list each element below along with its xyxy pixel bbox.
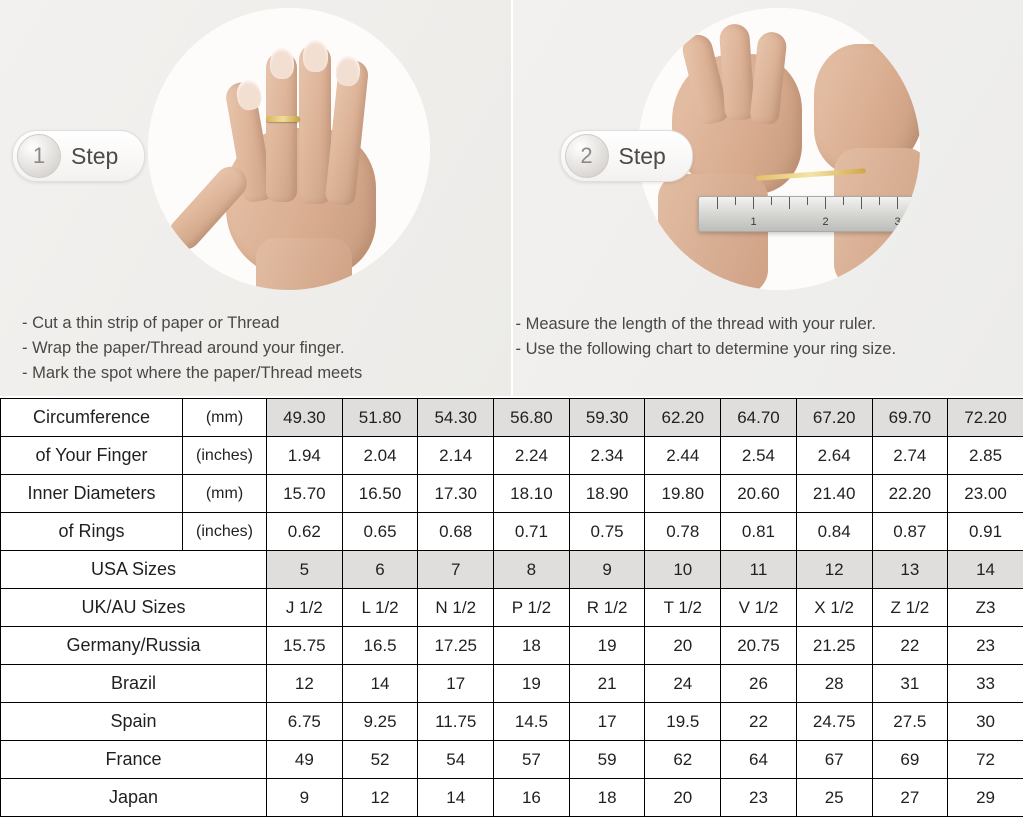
table-cell: 0.71 [494,513,570,551]
table-cell: Z3 [948,589,1023,627]
table-cell: 17 [569,703,645,741]
table-cell: 30 [948,703,1023,741]
row-label: UK/AU Sizes [1,589,267,627]
table-cell: 54.30 [418,399,494,437]
table-cell: 0.68 [418,513,494,551]
step-1-badge [12,130,145,182]
table-cell: 23.00 [948,475,1023,513]
table-cell: 16 [494,779,570,817]
table-cell: 2.64 [796,437,872,475]
table-cell: 14 [342,665,418,703]
table-cell: 19 [494,665,570,703]
table-cell: 14 [948,551,1023,589]
table-cell: 14 [418,779,494,817]
table-row [1,551,1023,589]
ruler-icon [698,196,920,232]
table-cell: 10 [645,551,721,589]
table-cell: 23 [721,779,797,817]
step-panel-1 [0,0,513,396]
table-cell: L 1/2 [342,589,418,627]
table-cell: 59 [569,741,645,779]
step-2-bullet-1: - Measure the length of the thread with your ruler. [515,315,876,333]
table-cell: 6.75 [267,703,343,741]
row-label: of Your Finger [1,437,183,475]
table-cell: 15.75 [267,627,343,665]
table-cell: 2.24 [494,437,570,475]
table-cell: 2.44 [645,437,721,475]
table-cell: N 1/2 [418,589,494,627]
table-row [1,399,1023,437]
table-cell: 16.5 [342,627,418,665]
table-cell: 49.30 [267,399,343,437]
table-row [1,627,1023,665]
ring-on-finger-icon [266,116,300,122]
table-cell: 62 [645,741,721,779]
step-2-instructions [516,312,897,362]
table-cell: 64.70 [721,399,797,437]
table-cell: P 1/2 [494,589,570,627]
table-row [1,475,1023,513]
table-cell: 0.62 [267,513,343,551]
table-cell: 72 [948,741,1023,779]
table-cell: 72.20 [948,399,1023,437]
table-cell: 22.20 [872,475,948,513]
size-chart-section [0,398,1023,817]
table-cell: 20 [645,779,721,817]
table-cell: 18 [494,627,570,665]
table-cell: 24.75 [796,703,872,741]
table-row [1,513,1023,551]
ruler-mark-1: 1 [750,216,757,228]
table-cell: 21 [569,665,645,703]
table-cell: 14.5 [494,703,570,741]
table-row [1,437,1023,475]
table-cell: 2.85 [948,437,1023,475]
table-cell: 5 [267,551,343,589]
table-cell: 13 [872,551,948,589]
table-cell: 0.87 [872,513,948,551]
table-cell: 0.81 [721,513,797,551]
ruler-mark-3: 3 [894,216,901,228]
table-cell: 20.75 [721,627,797,665]
table-cell: 1.94 [267,437,343,475]
table-row [1,703,1023,741]
row-label: Circumference [1,399,183,437]
row-label: Inner Diameters [1,475,183,513]
table-cell: 9 [267,779,343,817]
table-cell: 49 [267,741,343,779]
step-1-instructions [22,311,362,386]
table-cell: Z 1/2 [872,589,948,627]
step-2-bullet-2: - Use the following chart to determine your ring size. [515,340,897,358]
table-cell: 26 [721,665,797,703]
table-cell: 0.84 [796,513,872,551]
table-cell: 22 [721,703,797,741]
step-2-label: Step [618,142,666,169]
row-label: Spain [1,703,267,741]
table-cell: 20 [645,627,721,665]
table-cell: 33 [948,665,1023,703]
table-cell: 31 [872,665,948,703]
row-label: Brazil [1,665,267,703]
step-1-bullet-3: - Mark the spot where the paper/Thread meets [22,364,363,382]
row-label: Japan [1,779,267,817]
table-cell: 57 [494,741,570,779]
table-cell: 67 [796,741,872,779]
row-label: of Rings [1,513,183,551]
ring-size-table [0,398,1023,817]
table-cell: 51.80 [342,399,418,437]
table-row [1,589,1023,627]
table-cell: 54 [418,741,494,779]
row-unit: (mm) [183,399,267,437]
table-cell: 69.70 [872,399,948,437]
table-cell: 24 [645,665,721,703]
table-cell: 69 [872,741,948,779]
table-cell: 0.65 [342,513,418,551]
row-label: USA Sizes [1,551,267,589]
step-1-bullet-1: - Cut a thin strip of paper or Thread [22,314,280,332]
hand-illustration-icon [148,8,430,290]
table-cell: 22 [872,627,948,665]
table-cell: 20.60 [721,475,797,513]
table-cell: X 1/2 [796,589,872,627]
table-cell: 15.70 [267,475,343,513]
table-cell: 19.5 [645,703,721,741]
table-cell: 52 [342,741,418,779]
table-cell: 16.50 [342,475,418,513]
table-cell: J 1/2 [267,589,343,627]
table-cell: 64 [721,741,797,779]
table-cell: 19 [569,627,645,665]
table-cell: 2.14 [418,437,494,475]
table-cell: 25 [796,779,872,817]
table-cell: R 1/2 [569,589,645,627]
step-panel-2 [513,0,1023,396]
ruler-mark-2: 2 [822,216,829,228]
table-cell: 6 [342,551,418,589]
table-cell: 29 [948,779,1023,817]
table-cell: 27 [872,779,948,817]
table-cell: 18.10 [494,475,570,513]
table-row [1,665,1023,703]
table-cell: 56.80 [494,399,570,437]
table-cell: 12 [267,665,343,703]
table-cell: T 1/2 [645,589,721,627]
table-cell: 27.5 [872,703,948,741]
step-2-badge [560,130,693,182]
step-2-number: 2 [565,134,609,178]
table-cell: 11.75 [418,703,494,741]
table-cell: 2.34 [569,437,645,475]
table-cell: 9.25 [342,703,418,741]
table-cell: 0.78 [645,513,721,551]
table-cell: 18.90 [569,475,645,513]
step-1-bullet-2: - Wrap the paper/Thread around your finger. [22,339,345,357]
table-cell: 12 [342,779,418,817]
table-cell: 62.20 [645,399,721,437]
table-cell: 9 [569,551,645,589]
table-cell: 17.25 [418,627,494,665]
table-cell: 28 [796,665,872,703]
table-cell: 2.54 [721,437,797,475]
table-cell: 17 [418,665,494,703]
step-1-label: Step [71,142,119,169]
table-cell: 8 [494,551,570,589]
table-cell: 12 [796,551,872,589]
table-cell: 11 [721,551,797,589]
table-cell: 21.40 [796,475,872,513]
row-label: Germany/Russia [1,627,267,665]
row-unit: (inches) [183,513,267,551]
table-cell: V 1/2 [721,589,797,627]
table-cell: 23 [948,627,1023,665]
table-cell: 2.74 [872,437,948,475]
table-row [1,779,1023,817]
table-cell: 2.04 [342,437,418,475]
row-unit: (mm) [183,475,267,513]
step-1-number: 1 [17,134,61,178]
table-cell: 59.30 [569,399,645,437]
row-label: France [1,741,267,779]
table-cell: 18 [569,779,645,817]
steps-section [0,0,1023,396]
table-cell: 17.30 [418,475,494,513]
table-cell: 7 [418,551,494,589]
table-cell: 0.75 [569,513,645,551]
table-cell: 0.91 [948,513,1023,551]
row-unit: (inches) [183,437,267,475]
table-row [1,741,1023,779]
table-cell: 19.80 [645,475,721,513]
step-1-photo [148,8,430,290]
table-cell: 21.25 [796,627,872,665]
table-cell: 67.20 [796,399,872,437]
